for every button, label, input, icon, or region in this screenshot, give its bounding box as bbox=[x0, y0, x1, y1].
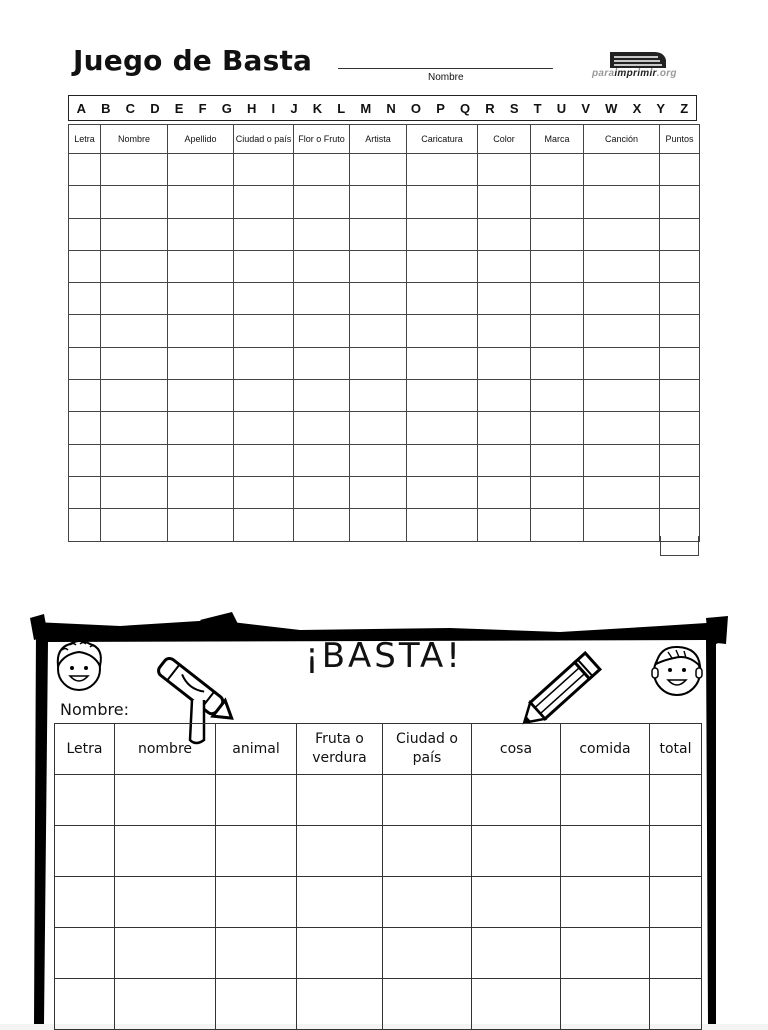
answer-cell[interactable] bbox=[69, 476, 101, 508]
alphabet-letter[interactable]: R bbox=[485, 100, 495, 116]
table-row bbox=[69, 347, 700, 379]
answer-cell[interactable] bbox=[660, 154, 700, 186]
table-row bbox=[69, 444, 700, 476]
answer-cell[interactable] bbox=[294, 154, 350, 186]
answer-cell[interactable] bbox=[561, 775, 650, 826]
answer-cell[interactable] bbox=[350, 154, 407, 186]
answer-cell[interactable] bbox=[350, 347, 407, 379]
column-header: Letra bbox=[69, 125, 101, 154]
answer-cell[interactable] bbox=[531, 315, 584, 347]
column-header: Ciudad o país bbox=[383, 724, 472, 775]
alphabet-letter[interactable]: U bbox=[556, 100, 567, 116]
answer-cell[interactable] bbox=[660, 347, 700, 379]
answer-cell[interactable] bbox=[350, 186, 407, 218]
answer-cell[interactable] bbox=[101, 476, 168, 508]
answer-cell[interactable] bbox=[55, 979, 115, 1030]
answer-cell[interactable] bbox=[531, 154, 584, 186]
answer-cell[interactable] bbox=[584, 380, 660, 412]
answer-cell[interactable] bbox=[101, 283, 168, 315]
answer-cell[interactable] bbox=[584, 283, 660, 315]
answer-cell[interactable] bbox=[584, 315, 660, 347]
sheet1-title: Juego de Basta bbox=[73, 44, 313, 77]
alphabet-letter[interactable]: M bbox=[360, 100, 372, 116]
answer-cell[interactable] bbox=[478, 347, 531, 379]
answer-cell[interactable] bbox=[478, 154, 531, 186]
answer-cell[interactable] bbox=[407, 380, 478, 412]
answer-cell[interactable] bbox=[472, 775, 561, 826]
column-header: animal bbox=[216, 724, 297, 775]
alphabet-letter[interactable]: X bbox=[632, 100, 642, 116]
answer-cell[interactable] bbox=[478, 250, 531, 282]
table-row bbox=[55, 826, 702, 877]
column-header: Canción bbox=[584, 125, 660, 154]
sheet2-title: ¡BASTA! bbox=[305, 636, 463, 676]
answer-cell[interactable] bbox=[234, 476, 294, 508]
answer-cell[interactable] bbox=[660, 218, 700, 250]
basta-table-2 bbox=[54, 723, 702, 1030]
answer-cell[interactable] bbox=[115, 877, 216, 928]
answer-cell[interactable] bbox=[168, 186, 234, 218]
answer-cell[interactable] bbox=[115, 826, 216, 877]
answer-cell[interactable] bbox=[531, 283, 584, 315]
answer-cell[interactable] bbox=[216, 826, 297, 877]
table-row bbox=[69, 380, 700, 412]
answer-cell[interactable] bbox=[294, 509, 350, 541]
answer-cell[interactable] bbox=[383, 877, 472, 928]
table-row bbox=[69, 509, 700, 541]
answer-cell[interactable] bbox=[168, 347, 234, 379]
alphabet-letter[interactable]: O bbox=[410, 100, 422, 116]
answer-cell[interactable] bbox=[531, 444, 584, 476]
answer-cell[interactable] bbox=[101, 218, 168, 250]
answer-cell[interactable] bbox=[407, 250, 478, 282]
answer-cell[interactable] bbox=[478, 380, 531, 412]
alphabet-letter[interactable]: B bbox=[101, 100, 111, 116]
answer-cell[interactable] bbox=[407, 218, 478, 250]
answer-cell[interactable] bbox=[472, 877, 561, 928]
table-row bbox=[69, 218, 700, 250]
alphabet-letter[interactable]: E bbox=[174, 100, 184, 116]
answer-cell[interactable] bbox=[101, 347, 168, 379]
alphabet-letter[interactable]: K bbox=[312, 100, 323, 116]
column-header: Apellido bbox=[168, 125, 234, 154]
answer-cell[interactable] bbox=[531, 509, 584, 541]
table-row bbox=[69, 186, 700, 218]
answer-cell[interactable] bbox=[660, 380, 700, 412]
answer-cell[interactable] bbox=[660, 412, 700, 444]
answer-cell[interactable] bbox=[69, 154, 101, 186]
alphabet-letter[interactable]: J bbox=[290, 100, 298, 116]
answer-cell[interactable] bbox=[383, 979, 472, 1030]
answer-cell[interactable] bbox=[234, 218, 294, 250]
answer-cell[interactable] bbox=[234, 154, 294, 186]
logo-text: paraimprimir.org bbox=[592, 68, 677, 79]
answer-cell[interactable] bbox=[383, 826, 472, 877]
alphabet-row bbox=[68, 95, 697, 121]
basta-table-1 bbox=[68, 124, 700, 542]
answer-cell[interactable] bbox=[478, 186, 531, 218]
answer-cell[interactable] bbox=[561, 979, 650, 1030]
answer-cell[interactable] bbox=[561, 928, 650, 979]
answer-cell[interactable] bbox=[584, 476, 660, 508]
answer-cell[interactable] bbox=[101, 186, 168, 218]
name-label-2: Nombre: bbox=[60, 700, 129, 719]
alphabet-letter[interactable]: L bbox=[337, 100, 346, 116]
answer-cell[interactable] bbox=[650, 826, 702, 877]
answer-cell[interactable] bbox=[115, 979, 216, 1030]
answer-cell[interactable] bbox=[101, 154, 168, 186]
answer-cell[interactable] bbox=[234, 250, 294, 282]
answer-cell[interactable] bbox=[69, 347, 101, 379]
answer-cell[interactable] bbox=[115, 775, 216, 826]
answer-cell[interactable] bbox=[407, 412, 478, 444]
answer-cell[interactable] bbox=[168, 509, 234, 541]
answer-cell[interactable] bbox=[407, 509, 478, 541]
answer-cell[interactable] bbox=[168, 476, 234, 508]
alphabet-letter[interactable]: Z bbox=[680, 100, 689, 116]
answer-cell[interactable] bbox=[650, 979, 702, 1030]
answer-cell[interactable] bbox=[478, 476, 531, 508]
answer-cell[interactable] bbox=[69, 444, 101, 476]
answer-cell[interactable] bbox=[294, 380, 350, 412]
column-header: Flor o Fruto bbox=[294, 125, 350, 154]
alphabet-letter[interactable]: D bbox=[150, 100, 160, 116]
answer-cell[interactable] bbox=[531, 347, 584, 379]
answer-cell[interactable] bbox=[472, 826, 561, 877]
answer-cell[interactable] bbox=[234, 380, 294, 412]
answer-cell[interactable] bbox=[69, 315, 101, 347]
answer-cell[interactable] bbox=[478, 315, 531, 347]
column-header: Nombre bbox=[101, 125, 168, 154]
answer-cell[interactable] bbox=[115, 928, 216, 979]
answer-cell[interactable] bbox=[168, 315, 234, 347]
answer-cell[interactable] bbox=[297, 877, 383, 928]
answer-cell[interactable] bbox=[407, 283, 478, 315]
answer-cell[interactable] bbox=[531, 412, 584, 444]
answer-cell[interactable] bbox=[294, 186, 350, 218]
answer-cell[interactable] bbox=[584, 186, 660, 218]
column-header: Marca bbox=[531, 125, 584, 154]
answer-cell[interactable] bbox=[69, 218, 101, 250]
alphabet-letter[interactable]: P bbox=[436, 100, 445, 116]
column-header: Letra bbox=[55, 724, 115, 775]
answer-cell[interactable] bbox=[216, 877, 297, 928]
answer-cell[interactable] bbox=[660, 476, 700, 508]
alphabet-letter[interactable]: H bbox=[246, 100, 257, 116]
answer-cell[interactable] bbox=[407, 186, 478, 218]
answer-cell[interactable] bbox=[407, 476, 478, 508]
column-header: nombre bbox=[115, 724, 216, 775]
column-header: comida bbox=[561, 724, 650, 775]
answer-cell[interactable] bbox=[69, 412, 101, 444]
answer-cell[interactable] bbox=[350, 509, 407, 541]
table-row bbox=[69, 154, 700, 186]
answer-cell[interactable] bbox=[407, 154, 478, 186]
answer-cell[interactable] bbox=[294, 444, 350, 476]
answer-cell[interactable] bbox=[350, 412, 407, 444]
answer-cell[interactable] bbox=[584, 509, 660, 541]
answer-cell[interactable] bbox=[69, 250, 101, 282]
answer-cell[interactable] bbox=[168, 218, 234, 250]
answer-cell[interactable] bbox=[168, 444, 234, 476]
answer-cell[interactable] bbox=[584, 444, 660, 476]
answer-cell[interactable] bbox=[69, 380, 101, 412]
alphabet-letter[interactable]: G bbox=[221, 100, 232, 116]
answer-cell[interactable] bbox=[55, 775, 115, 826]
answer-cell[interactable] bbox=[234, 186, 294, 218]
answer-cell[interactable] bbox=[531, 186, 584, 218]
alphabet-letter[interactable]: T bbox=[533, 100, 542, 116]
answer-cell[interactable] bbox=[407, 315, 478, 347]
table-row bbox=[69, 476, 700, 508]
answer-cell[interactable] bbox=[234, 412, 294, 444]
alphabet-letter[interactable]: C bbox=[125, 100, 136, 116]
alphabet-letter[interactable]: Q bbox=[460, 100, 471, 116]
answer-cell[interactable] bbox=[294, 250, 350, 282]
answer-cell[interactable] bbox=[101, 250, 168, 282]
name-label: Nombre bbox=[428, 72, 464, 83]
answer-cell[interactable] bbox=[478, 444, 531, 476]
answer-cell[interactable] bbox=[297, 826, 383, 877]
table-row bbox=[55, 877, 702, 928]
answer-cell[interactable] bbox=[101, 315, 168, 347]
answer-cell[interactable] bbox=[101, 412, 168, 444]
alphabet-letter[interactable]: V bbox=[581, 100, 590, 116]
column-header: total bbox=[650, 724, 702, 775]
answer-cell[interactable] bbox=[297, 979, 383, 1030]
answer-cell[interactable] bbox=[478, 283, 531, 315]
answer-cell[interactable] bbox=[234, 283, 294, 315]
answer-cell[interactable] bbox=[650, 877, 702, 928]
alphabet-letter[interactable]: S bbox=[509, 100, 519, 116]
answer-cell[interactable] bbox=[101, 444, 168, 476]
answer-cell[interactable] bbox=[294, 347, 350, 379]
answer-cell[interactable] bbox=[101, 509, 168, 541]
answer-cell[interactable] bbox=[660, 444, 700, 476]
alphabet-letter[interactable]: N bbox=[386, 100, 396, 116]
answer-cell[interactable] bbox=[660, 250, 700, 282]
answer-cell[interactable] bbox=[660, 283, 700, 315]
answer-cell[interactable] bbox=[297, 775, 383, 826]
answer-cell[interactable] bbox=[350, 218, 407, 250]
paraimprimir-logo bbox=[592, 50, 698, 84]
alphabet-letter[interactable]: Y bbox=[656, 100, 666, 116]
answer-cell[interactable] bbox=[168, 283, 234, 315]
answer-cell[interactable] bbox=[531, 218, 584, 250]
answer-cell[interactable] bbox=[69, 283, 101, 315]
answer-cell[interactable] bbox=[234, 509, 294, 541]
answer-cell[interactable] bbox=[407, 347, 478, 379]
answer-cell[interactable] bbox=[294, 315, 350, 347]
answer-cell[interactable] bbox=[660, 315, 700, 347]
column-header: Puntos bbox=[660, 125, 700, 154]
answer-cell[interactable] bbox=[294, 283, 350, 315]
column-header: Fruta o verdura bbox=[297, 724, 383, 775]
table-row bbox=[69, 283, 700, 315]
name-line bbox=[338, 68, 553, 69]
answer-cell[interactable] bbox=[168, 250, 234, 282]
table-row bbox=[69, 315, 700, 347]
table-row bbox=[69, 412, 700, 444]
answer-cell[interactable] bbox=[350, 250, 407, 282]
column-header: Caricatura bbox=[407, 125, 478, 154]
answer-cell[interactable] bbox=[531, 476, 584, 508]
answer-cell[interactable] bbox=[69, 509, 101, 541]
answer-cell[interactable] bbox=[294, 476, 350, 508]
answer-cell[interactable] bbox=[350, 283, 407, 315]
table-row bbox=[69, 250, 700, 282]
answer-cell[interactable] bbox=[55, 826, 115, 877]
answer-cell[interactable] bbox=[55, 877, 115, 928]
column-header: Ciudad o país bbox=[234, 125, 294, 154]
answer-cell[interactable] bbox=[168, 412, 234, 444]
answer-cell[interactable] bbox=[350, 380, 407, 412]
answer-cell[interactable] bbox=[234, 444, 294, 476]
answer-cell[interactable] bbox=[561, 877, 650, 928]
answer-cell[interactable] bbox=[478, 218, 531, 250]
answer-cell[interactable] bbox=[55, 928, 115, 979]
column-header: cosa bbox=[472, 724, 561, 775]
answer-cell[interactable] bbox=[383, 928, 472, 979]
answer-cell[interactable] bbox=[216, 775, 297, 826]
answer-cell[interactable] bbox=[561, 826, 650, 877]
answer-cell[interactable] bbox=[584, 412, 660, 444]
answer-cell[interactable] bbox=[660, 186, 700, 218]
alphabet-letter[interactable]: I bbox=[271, 100, 276, 116]
answer-cell[interactable] bbox=[168, 380, 234, 412]
answer-cell[interactable] bbox=[584, 218, 660, 250]
answer-cell[interactable] bbox=[216, 928, 297, 979]
answer-cell[interactable] bbox=[234, 347, 294, 379]
answer-cell[interactable] bbox=[168, 154, 234, 186]
answer-cell[interactable] bbox=[531, 250, 584, 282]
answer-cell[interactable] bbox=[650, 775, 702, 826]
table-row bbox=[55, 775, 702, 826]
answer-cell[interactable] bbox=[101, 380, 168, 412]
answer-cell[interactable] bbox=[383, 775, 472, 826]
printer-logo-icon bbox=[608, 50, 668, 70]
answer-cell[interactable] bbox=[69, 186, 101, 218]
answer-cell[interactable] bbox=[531, 380, 584, 412]
answer-cell[interactable] bbox=[472, 928, 561, 979]
answer-cell[interactable] bbox=[584, 250, 660, 282]
answer-cell[interactable] bbox=[478, 509, 531, 541]
basta-sheet-2 bbox=[0, 600, 768, 1024]
alphabet-letter[interactable]: W bbox=[605, 100, 618, 116]
answer-cell[interactable] bbox=[478, 412, 531, 444]
table-row bbox=[55, 979, 702, 1030]
answer-cell[interactable] bbox=[294, 412, 350, 444]
alphabet-letter[interactable]: A bbox=[76, 100, 86, 116]
table-row bbox=[55, 928, 702, 979]
answer-cell[interactable] bbox=[350, 444, 407, 476]
puntos-total-cell[interactable] bbox=[660, 536, 699, 556]
alphabet-letter[interactable]: F bbox=[198, 100, 207, 116]
answer-cell[interactable] bbox=[407, 444, 478, 476]
answer-cell[interactable] bbox=[234, 315, 294, 347]
column-header: Color bbox=[478, 125, 531, 154]
answer-cell[interactable] bbox=[350, 315, 407, 347]
answer-cell[interactable] bbox=[294, 218, 350, 250]
answer-cell[interactable] bbox=[216, 979, 297, 1030]
answer-cell[interactable] bbox=[650, 928, 702, 979]
answer-cell[interactable] bbox=[472, 979, 561, 1030]
answer-cell[interactable] bbox=[297, 928, 383, 979]
answer-cell[interactable] bbox=[584, 154, 660, 186]
column-header: Artista bbox=[350, 125, 407, 154]
answer-cell[interactable] bbox=[584, 347, 660, 379]
answer-cell[interactable] bbox=[350, 476, 407, 508]
